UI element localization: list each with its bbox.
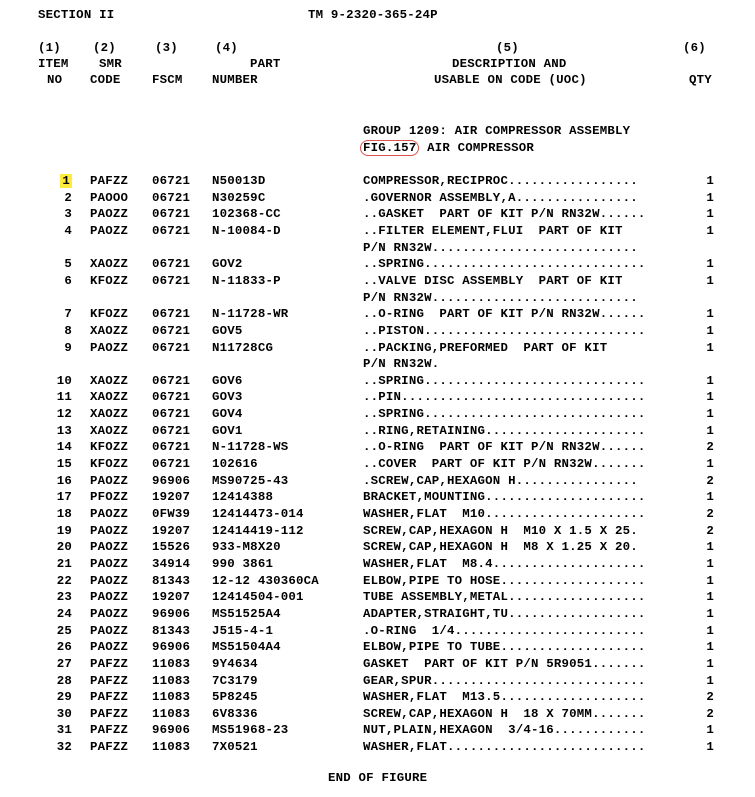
table-row: [0, 656, 755, 672]
part-number: GOV2: [212, 257, 243, 272]
fscm-code: 06721: [152, 190, 191, 205]
smr-code: PAFZZ: [90, 740, 129, 755]
item-number: 17: [56, 490, 72, 505]
fscm-code: 96906: [152, 723, 191, 738]
table-row: [0, 389, 755, 405]
part-number: 933-M8X20: [212, 540, 281, 555]
quantity: 1: [706, 423, 714, 438]
col-item-num: (1): [38, 41, 61, 55]
description: .GOVERNOR ASSEMBLY,A................: [363, 190, 638, 205]
table-row: [0, 689, 755, 705]
table-row: [0, 439, 755, 455]
smr-code: PAOZZ: [90, 606, 129, 621]
smr-code: XAOZZ: [90, 423, 129, 438]
col-smr-line1: SMR: [99, 57, 122, 71]
part-number: 7X0521: [212, 740, 258, 755]
col-qty-num: (6): [683, 41, 706, 55]
col-part-line2: NUMBER: [212, 73, 258, 87]
col-desc-line2: USABLE ON CODE (UOC): [434, 73, 587, 87]
item-number: 16: [56, 473, 72, 488]
part-number: MS51525A4: [212, 606, 281, 621]
description: ADAPTER,STRAIGHT,TU..................: [363, 606, 646, 621]
col-smr-num: (2): [93, 41, 116, 55]
quantity: 1: [706, 390, 714, 405]
table-row: [0, 456, 755, 472]
item-number: 3: [64, 207, 72, 222]
item-number: 24: [56, 606, 72, 621]
quantity: 1: [706, 490, 714, 505]
highlight-marker: 1: [62, 174, 70, 188]
description: ..FILTER ELEMENT,FLUI PART OF KIT: [363, 223, 623, 238]
part-number: GOV4: [212, 407, 243, 422]
quantity: 1: [706, 223, 714, 238]
fscm-code: 06721: [152, 340, 191, 355]
part-number: GOV3: [212, 390, 243, 405]
table-row: [0, 206, 755, 222]
table-row-continuation: [0, 240, 755, 256]
quantity: 1: [706, 307, 714, 322]
fscm-code: 06721: [152, 407, 191, 422]
fscm-code: 96906: [152, 473, 191, 488]
table-row: [0, 256, 755, 272]
smr-code: XAOZZ: [90, 390, 129, 405]
smr-code: PAFZZ: [90, 673, 129, 688]
fscm-code: 06721: [152, 207, 191, 222]
fscm-code: 06721: [152, 423, 191, 438]
fscm-code: 11083: [152, 673, 191, 688]
item-number: 5: [64, 257, 72, 272]
description-continuation: P/N RN32W...........................: [363, 290, 638, 305]
part-number: 12414419-112: [212, 523, 304, 538]
part-number: 7C3179: [212, 673, 258, 688]
fscm-code: 81343: [152, 573, 191, 588]
fscm-code: 11083: [152, 740, 191, 755]
col-desc-num: (5): [496, 41, 519, 55]
table-row: [0, 173, 755, 189]
item-number: 10: [56, 373, 72, 388]
description: ..GASKET PART OF KIT P/N RN32W......: [363, 207, 646, 222]
item-number: 32: [56, 740, 72, 755]
item-number: 4: [64, 223, 72, 238]
item-number: 9: [64, 340, 72, 355]
item-number: 27: [56, 656, 72, 671]
fscm-code: 06721: [152, 390, 191, 405]
quantity: 1: [706, 174, 714, 188]
table-row: [0, 473, 755, 489]
item-number: 29: [56, 690, 72, 705]
end-of-figure: END OF FIGURE: [328, 771, 428, 785]
fscm-code: 11083: [152, 706, 191, 721]
quantity: 2: [706, 706, 714, 721]
item-number: 31: [56, 723, 72, 738]
fscm-code: 11083: [152, 656, 191, 671]
description: .O-RING 1/4.........................: [363, 623, 646, 638]
section-label: SECTION II: [38, 8, 115, 22]
item-number: 19: [56, 523, 72, 538]
part-number: N-11833-P: [212, 273, 281, 288]
description: ..COVER PART OF KIT P/N RN32W.......: [363, 457, 646, 472]
table-row: [0, 273, 755, 289]
item-number: 26: [56, 640, 72, 655]
fscm-code: 19207: [152, 590, 191, 605]
description: SCREW,CAP,HEXAGON H M10 X 1.5 X 25.: [363, 523, 638, 538]
fscm-code: 11083: [152, 690, 191, 705]
smr-code: PAFZZ: [90, 706, 129, 721]
smr-code: PAOOO: [90, 190, 129, 205]
quantity: 1: [706, 723, 714, 738]
part-number: 102616: [212, 457, 258, 472]
table-row: [0, 623, 755, 639]
quantity: 1: [706, 640, 714, 655]
table-row: [0, 573, 755, 589]
col-part-line1: PART: [250, 57, 281, 71]
part-number: GOV1: [212, 423, 243, 438]
item-number: 18: [56, 507, 72, 521]
fscm-code: 06721: [152, 373, 191, 388]
item-number: 11: [56, 390, 72, 405]
quantity: 1: [706, 407, 714, 422]
fscm-code: 06721: [152, 223, 191, 238]
smr-code: PFOZZ: [90, 490, 129, 505]
description: WASHER,FLAT M10.....................: [363, 507, 646, 521]
part-number: MS51968-23: [212, 723, 289, 738]
smr-code: XAOZZ: [90, 257, 129, 272]
part-number: MS90725-43: [212, 473, 289, 488]
smr-code: XAOZZ: [90, 373, 129, 388]
item-number: 20: [56, 540, 72, 555]
group-title: GROUP 1209: AIR COMPRESSOR ASSEMBLY: [363, 124, 631, 138]
table-row: [0, 722, 755, 738]
table-row: [0, 673, 755, 689]
quantity: 1: [706, 273, 714, 288]
table-row: [0, 340, 755, 356]
description-continuation: P/N RN32W...........................: [363, 240, 638, 255]
col-qty-line2: QTY: [689, 73, 712, 87]
item-number: 15: [56, 457, 72, 472]
item-number: 6: [64, 273, 72, 288]
part-number: N-11728-WS: [212, 440, 289, 455]
fscm-code: 06721: [152, 257, 191, 272]
fscm-code: 96906: [152, 606, 191, 621]
quantity: 1: [706, 257, 714, 272]
fscm-code: 96906: [152, 640, 191, 655]
description-continuation: P/N RN32W.: [363, 357, 440, 372]
figure-reference-link[interactable]: FIG.157: [360, 140, 419, 156]
quantity: 1: [706, 740, 714, 755]
table-row: [0, 223, 755, 239]
tm-number: TM 9-2320-365-24P: [308, 8, 438, 22]
part-number: N11728CG: [212, 340, 274, 355]
quantity: 1: [706, 590, 714, 605]
description: GEAR,SPUR............................: [363, 673, 646, 688]
table-row: [0, 556, 755, 572]
description: ..PACKING,PREFORMED PART OF KIT: [363, 340, 608, 355]
fscm-code: 81343: [152, 623, 191, 638]
smr-code: KFOZZ: [90, 457, 129, 472]
quantity: 2: [706, 690, 714, 705]
part-number: 102368-CC: [212, 207, 281, 222]
description: ..SPRING.............................: [363, 257, 646, 272]
quantity: 2: [706, 523, 714, 538]
col-smr-line2: CODE: [90, 73, 121, 87]
item-number: 23: [56, 590, 72, 605]
description: SCREW,CAP,HEXAGON H M8 X 1.25 X 20.: [363, 540, 638, 555]
smr-code: KFOZZ: [90, 273, 129, 288]
smr-code: PAOZZ: [90, 623, 129, 638]
part-number: 5P8245: [212, 690, 258, 705]
smr-code: PAFZZ: [90, 723, 129, 738]
part-number: 990 3861: [212, 556, 274, 571]
fscm-code: 34914: [152, 556, 191, 571]
part-number: 9Y4634: [212, 656, 258, 671]
fscm-code: 06721: [152, 273, 191, 288]
description: ELBOW,PIPE TO HOSE...................: [363, 573, 646, 588]
description: ELBOW,PIPE TO TUBE...................: [363, 640, 646, 655]
item-number: 2: [64, 190, 72, 205]
table-row: [0, 706, 755, 722]
description: ..PIN................................: [363, 390, 646, 405]
description: ..VALVE DISC ASSEMBLY PART OF KIT: [363, 273, 623, 288]
quantity: 1: [706, 623, 714, 638]
fscm-code: 06721: [152, 323, 191, 338]
item-number: 7: [64, 307, 72, 322]
item-number: 25: [56, 623, 72, 638]
description: WASHER,FLAT M13.5...................: [363, 690, 646, 705]
part-number: N50013D: [212, 174, 266, 188]
item-number: [38, 173, 72, 189]
table-row: [0, 739, 755, 755]
table-row: [0, 523, 755, 539]
item-number: 13: [56, 423, 72, 438]
item-number: 30: [56, 706, 72, 721]
fscm-code: 06721: [152, 457, 191, 472]
item-number: 8: [64, 323, 72, 338]
item-number: 22: [56, 573, 72, 588]
description: WASHER,FLAT M8.4....................: [363, 556, 646, 571]
fscm-code: 06721: [152, 307, 191, 322]
figure-title: AIR COMPRESSOR: [419, 141, 534, 155]
table-row: [0, 589, 755, 605]
quantity: 2: [706, 473, 714, 488]
quantity: 1: [706, 540, 714, 555]
fscm-code: 06721: [152, 440, 191, 455]
table-row: [0, 306, 755, 322]
quantity: 1: [706, 190, 714, 205]
smr-code: PAOZZ: [90, 473, 129, 488]
part-number: 12414388: [212, 490, 274, 505]
part-number: MS51504A4: [212, 640, 281, 655]
item-number: 12: [56, 407, 72, 422]
table-row: [0, 639, 755, 655]
quantity: 1: [706, 323, 714, 338]
table-row: [0, 489, 755, 505]
smr-code: XAOZZ: [90, 407, 129, 422]
quantity: 1: [706, 556, 714, 571]
table-row: [0, 406, 755, 422]
table-row: [0, 506, 755, 522]
quantity: 1: [706, 457, 714, 472]
fscm-code: 19207: [152, 523, 191, 538]
col-fscm-num: (3): [155, 41, 178, 55]
description: NUT,PLAIN,HEXAGON 3/4-16............: [363, 723, 646, 738]
col-fscm-line2: FSCM: [152, 73, 183, 87]
part-number: 6V8336: [212, 706, 258, 721]
col-part-num: (4): [215, 41, 238, 55]
table-row: [0, 606, 755, 622]
smr-code: PAOZZ: [90, 573, 129, 588]
description: ..RING,RETAINING.....................: [363, 423, 646, 438]
table-row: [0, 323, 755, 339]
col-desc-line1: DESCRIPTION AND: [452, 57, 567, 71]
quantity: 2: [706, 440, 714, 455]
smr-code: PAFZZ: [90, 174, 129, 188]
part-number: 12414473-014: [212, 507, 304, 521]
part-number: GOV5: [212, 323, 243, 338]
smr-code: PAFZZ: [90, 656, 129, 671]
table-row: [0, 190, 755, 206]
smr-code: PAOZZ: [90, 590, 129, 605]
part-number: N30259C: [212, 190, 266, 205]
item-number: 14: [56, 440, 72, 455]
description: BRACKET,MOUNTING.....................: [363, 490, 646, 505]
figure-caption: [363, 140, 534, 156]
description: COMPRESSOR,RECIPROC.................: [363, 174, 638, 188]
quantity: 1: [706, 606, 714, 621]
description: SCREW,CAP,HEXAGON H 18 X 70MM.......: [363, 706, 646, 721]
smr-code: XAOZZ: [90, 323, 129, 338]
smr-code: PAOZZ: [90, 640, 129, 655]
table-row-continuation: [0, 356, 755, 372]
col-item-line2: NO: [47, 73, 63, 87]
description: ..O-RING PART OF KIT P/N RN32W......: [363, 307, 646, 322]
quantity: 1: [706, 340, 714, 355]
table-row: [0, 539, 755, 555]
quantity: 1: [706, 207, 714, 222]
part-number: 12414504-001: [212, 590, 304, 605]
smr-code: PAOZZ: [90, 223, 129, 238]
smr-code: PAOZZ: [90, 207, 129, 222]
smr-code: PAOZZ: [90, 556, 129, 571]
smr-code: PAOZZ: [90, 523, 129, 538]
description: .SCREW,CAP,HEXAGON H................: [363, 473, 638, 488]
part-number: 12-12 430360CA: [212, 573, 319, 588]
smr-code: KFOZZ: [90, 440, 129, 455]
fscm-code: 19207: [152, 490, 191, 505]
description: WASHER,FLAT..........................: [363, 740, 646, 755]
description: ..SPRING.............................: [363, 407, 646, 422]
description: ..PISTON.............................: [363, 323, 646, 338]
description: GASKET PART OF KIT P/N 5R9051.......: [363, 656, 646, 671]
table-row: [0, 423, 755, 439]
table-row: [0, 373, 755, 389]
description: ..SPRING.............................: [363, 373, 646, 388]
smr-code: PAOZZ: [90, 540, 129, 555]
part-number: J515-4-1: [212, 623, 274, 638]
quantity: 1: [706, 573, 714, 588]
description: TUBE ASSEMBLY,METAL..................: [363, 590, 646, 605]
fscm-code: 06721: [152, 174, 191, 188]
item-number: 28: [56, 673, 72, 688]
item-number: 21: [56, 556, 72, 571]
part-number: N-11728-WR: [212, 307, 289, 322]
smr-code: PAOZZ: [90, 340, 129, 355]
fscm-code: 15526: [152, 540, 191, 555]
fscm-code: 0FW39: [152, 507, 191, 521]
smr-code: PAOZZ: [90, 507, 129, 521]
smr-code: PAFZZ: [90, 690, 129, 705]
quantity: 1: [706, 656, 714, 671]
part-number: N-10084-D: [212, 223, 281, 238]
table-row-continuation: [0, 290, 755, 306]
smr-code: KFOZZ: [90, 307, 129, 322]
part-number: GOV6: [212, 373, 243, 388]
quantity: 1: [706, 673, 714, 688]
description: ..O-RING PART OF KIT P/N RN32W......: [363, 440, 646, 455]
quantity: 1: [706, 373, 714, 388]
col-item-line1: ITEM: [38, 57, 69, 71]
quantity: 2: [706, 507, 714, 521]
